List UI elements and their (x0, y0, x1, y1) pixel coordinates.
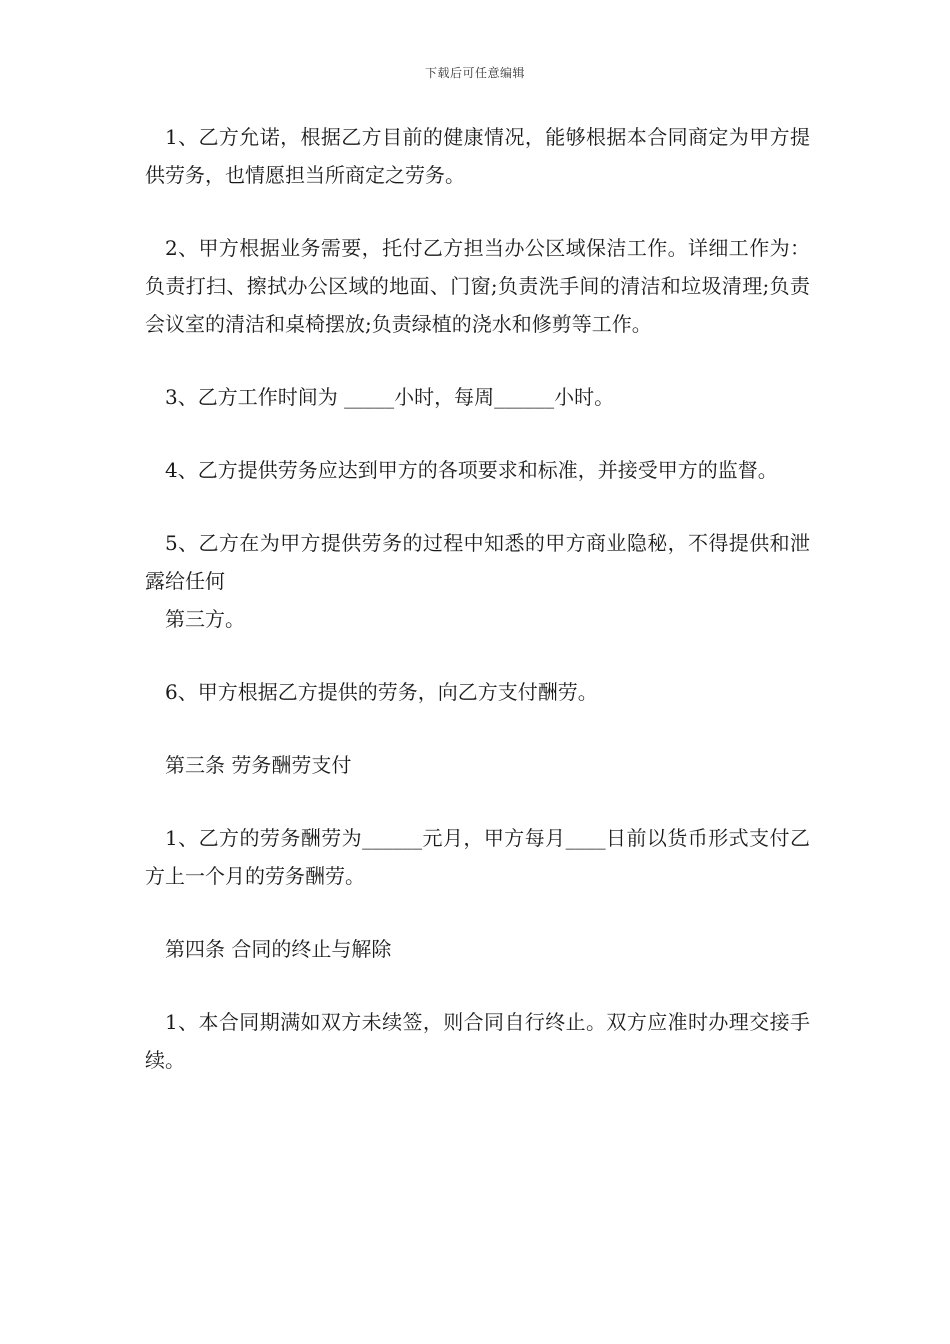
clause-5-text: 5、乙方在为甲方提供劳务的过程中知悉的甲方商业隐秘，不得提供和泄露给任何 (145, 531, 810, 593)
clause-6: 6、甲方根据乙方提供的劳务，向乙方支付酬劳。 (165, 680, 598, 704)
clause-4: 4、乙方提供劳务应达到甲方的各项要求和标准，并接受甲方的监督。 (165, 458, 778, 482)
clause-3: 3、乙方工作时间为 _____小时，每周______小时。 (165, 385, 615, 409)
document-body (145, 118, 810, 1114)
clause-5 (145, 524, 810, 638)
article-4-title: 第四条 合同的终止与解除 (165, 937, 392, 961)
header-note: 下载后可任意编辑 (424, 66, 525, 80)
article-4-clause-1: 1、本合同期满如双方未续签，则合同自行终止。双方应准时办理交接手续。 (145, 1010, 810, 1072)
clause-1: 1、乙方允诺，根据乙方目前的健康情况，能够根据本合同商定为甲方提供劳务，也情愿担当所商定之劳务。 (145, 125, 810, 187)
clause-5-continuation: 第三方。 (165, 607, 245, 631)
article-3-clause-1: 1、乙方的劳务酬劳为______元月，甲方每月____日前以货币形式支付乙方上一个月的劳务酬劳。 (145, 826, 810, 888)
article-3-title: 第三条 劳务酬劳支付 (165, 753, 352, 777)
clause-2: 2、甲方根据业务需要，托付乙方担当办公区域保洁工作。详细工作为：负责打扫、擦拭办公区域的地面、门窗;负责洗手间的清洁和垃圾清理;负责会议室的清洁和桌椅摆放;负责绿植的浇水和修剪等工作。 (145, 236, 810, 336)
